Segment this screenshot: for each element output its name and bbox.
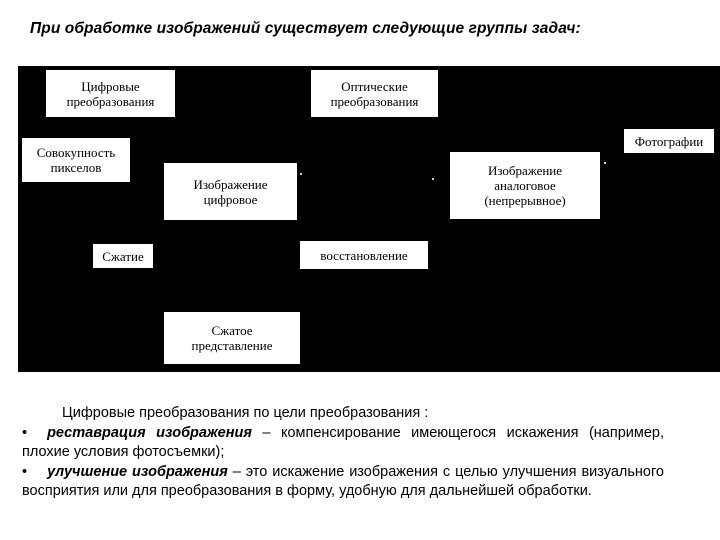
pixels-box: Совокупность пикселов	[22, 138, 130, 182]
analog-image-box: Изображение аналоговое (непрерывное)	[450, 152, 600, 219]
connector-dot	[604, 162, 606, 164]
bullet: •	[22, 424, 28, 441]
task-groups-diagram	[18, 66, 720, 372]
optical-transform-box: Оптические преобразования	[311, 70, 438, 117]
slide-title: При обработке изображений существует следующие группы задач:	[30, 20, 581, 37]
digital-image-box: Изображение цифровое	[164, 163, 297, 220]
definition-enhancement: – это искажение изображения с целью улучшения визуального восприятия или для преобразования в форму, удобную для дальнейшей обработки.	[22, 463, 664, 499]
photos-box: Фотографии	[624, 129, 714, 153]
list-item-enhancement	[22, 463, 664, 502]
definition-restoration: – компенсирование имеющегося искажения (например, плохие условия фотосъемки);	[22, 424, 664, 460]
connector-dot	[300, 173, 302, 175]
term-enhancement: улучшение изображения	[47, 463, 228, 480]
restoration-box: восстановление	[300, 241, 428, 269]
intro-paragraph: Цифровые преобразования по цели преобразования :	[62, 405, 429, 421]
list-item-restoration	[22, 424, 664, 463]
compressed-representation-box: Сжатое представление	[164, 312, 300, 364]
connector-dot	[432, 178, 434, 180]
bullet: •	[22, 463, 28, 480]
digital-transform-box: Цифровые преобразования	[46, 70, 175, 117]
term-restoration: реставрация изображения	[47, 424, 252, 441]
body-text	[22, 404, 664, 502]
compression-box: Сжатие	[93, 244, 153, 268]
